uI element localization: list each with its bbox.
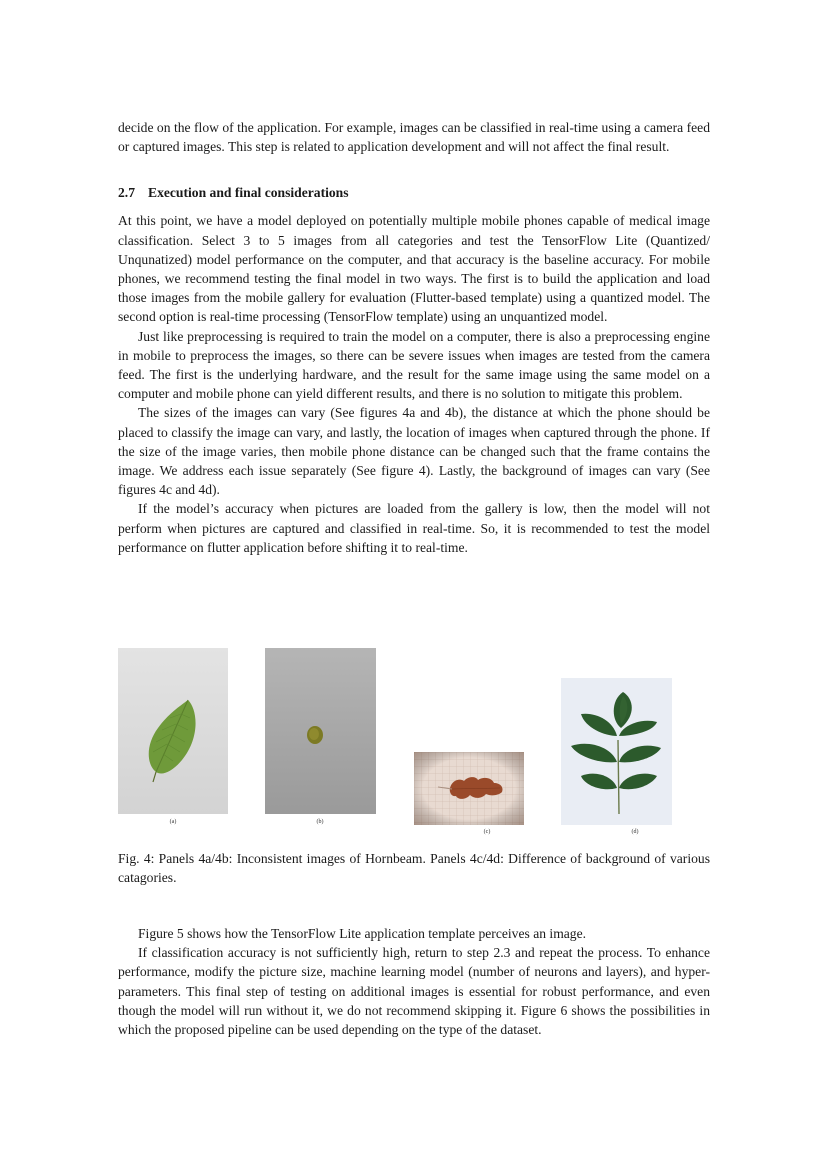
hornbeam-leaf-small-image [265,648,376,814]
figure-caption: Fig. 4: Panels 4a/4b: Inconsistent images of Hornbeam. Panels 4c/4d: Difference of background of various catagories. [118,851,710,886]
body-paragraph: The sizes of the images can vary (See figures 4a and 4b), the distance at which the phone should be placed to classify the image can vary, and lastly, the location of images when captured through the phone. If the size of the image varies, then mobile phone distance can be changed such that the frame contains the image. We address each issue separately (See figure 4). Lastly, the background of images can vary (See figures 4c and 4d). [118,405,710,498]
body-paragraph: If the model’s accuracy when pictures are loaded from the gallery is low, then the model will not perform when pictures are captured and classified in real-time. So, it is recommended to test the model performance on flutter application before shifting it to real-time. [118,501,710,555]
figure-panel-a [118,648,228,814]
figure-panel-c [414,752,524,825]
panel-label-d: (d) [631,829,639,835]
body-paragraph: Just like preprocessing is required to train the model on a computer, there is also a preprocessing engine in mobile to preprocess the images, so there can be severe issues when images are tested from the camera feed. The first is the underlying hardware, and the result for the same image using the same model on a computer and mobile phone can yield different results, and there is no solution to mitigate this problem. [118,328,710,402]
hornbeam-leaf-large-image [118,648,228,814]
section-heading [118,183,710,202]
panel-label-c: (c) [483,829,491,835]
body-paragraph: If classification accuracy is not sufficiently high, return to step 2.3 and repeat the process. To enhance performance, modify the picture size, machine learning model (number of neurons and layers), and hyper-parameters. This final step of testing on additional images is essential for robust performance, and even though the model will run without it, we do not recommend skipping it. Figure 6 shows the possibilities in which the proposed pipeline can be used depending on the type of the dataset. [118,945,710,1038]
section-title: Execution and final considerations [148,185,349,201]
intro-paragraph: decide on the flow of the application. For example, images can be classified in real-time using a camera feed or captured images. This step is related to application development and will not affect the final result. [118,120,710,155]
panel-label-a: (a) [169,819,177,825]
body-paragraph: At this point, we have a model deployed on potentially multiple mobile phones capable of medical image classification. Select 3 to 5 images from all categories and test the TensorFlow Lite (Quantized/ Unqunatized) model performance on the computer, and that accuracy is the baseline accuracy. For mobile phones, we recommend testing the final model in two ways. The first is to build the application and load those images from the mobile gallery for evaluation (Flutter-based template) using a quantized model. The second option is real-time processing (TensorFlow template) using an unquantized model. [118,213,710,325]
compound-leaf-image [561,678,672,825]
oak-leaf-grid-background-image [414,752,524,825]
closing-section [118,924,710,1039]
section-number: 2.7 [118,185,135,201]
figure-panel-b [265,648,376,814]
panel-label-b: (b) [316,819,324,825]
body-paragraph: Figure 5 shows how the TensorFlow Lite application template perceives an image. [138,926,587,941]
page-body [118,118,710,557]
figure-panel-d [561,678,672,825]
